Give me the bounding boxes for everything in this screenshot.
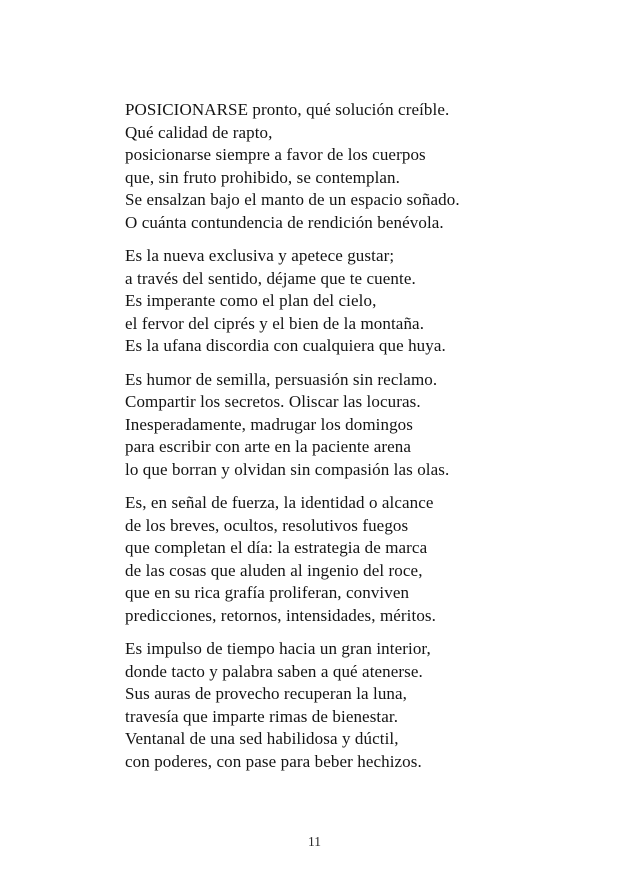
poem-line: Es impulso de tiempo hacia un gran interior,: [125, 639, 431, 658]
poem-line: donde tacto y palabra saben a qué atenerse.: [125, 661, 423, 681]
poem-line: O cuánta contundencia de rendición benévola.: [125, 212, 444, 232]
stanza: [125, 492, 525, 627]
poem-line: de los breves, ocultos, resolutivos fuegos: [125, 515, 409, 535]
stanza: [125, 245, 525, 358]
poem-line: Es humor de semilla, persuasión sin reclamo.: [125, 369, 438, 389]
poem-line: Ventanal de una sed habilidosa y dúctil,: [125, 729, 399, 748]
poem-line: Compartir los secretos. Oliscar las locuras.: [125, 392, 421, 411]
poem-line: el fervor del ciprés y el bien de la montaña.: [125, 313, 425, 333]
poem-line: posicionarse siempre a favor de los cuerpos: [125, 145, 426, 164]
poem-line: travesía que imparte rimas de bienestar.: [125, 706, 399, 726]
stanza: [125, 99, 525, 234]
poem-line: Es la nueva exclusiva y apetece gustar;: [125, 246, 395, 265]
poem-line: Qué calidad de rapto,: [125, 122, 273, 142]
poem-line: Inesperadamente, madrugar los domingos: [125, 414, 413, 434]
poem-line: Se ensalzan bajo el manto de un espacio soñado.: [125, 190, 460, 209]
poem-line: Es la ufana discordia con cualquiera que huya.: [125, 336, 446, 355]
poem-line: de las cosas que aluden al ingenio del roce,: [125, 560, 423, 580]
stanza: [125, 638, 525, 773]
poem-line: lo que borran y olvidan sin compasión las olas.: [125, 459, 450, 479]
poem-line: con poderes, con pase para beber hechizos.: [125, 751, 422, 771]
poem-line: a través del sentido, déjame que te cuente.: [125, 268, 416, 288]
poem-line: Es, en señal de fuerza, la identidad o alcance: [125, 493, 434, 512]
poem-line: que completan el día: la estrategia de marca: [125, 538, 428, 557]
poem-line: para escribir con arte en la paciente arena: [125, 437, 412, 456]
poem-line: Sus auras de provecho recuperan la luna,: [125, 684, 408, 703]
poem: [125, 99, 525, 773]
poem-line: predicciones, retornos, intensidades, méritos.: [125, 605, 436, 625]
poem-line: Es imperante como el plan del cielo,: [125, 291, 377, 310]
page-number: 11: [308, 834, 321, 849]
poem-line: que, sin fruto prohibido, se contemplan.: [125, 167, 401, 187]
poem-line: que en su rica grafía proliferan, conviven: [125, 583, 410, 602]
poem-line: POSICIONARSE pronto, qué solución creíble.: [125, 100, 450, 119]
stanza: [125, 369, 525, 482]
page-footer: [0, 833, 629, 851]
